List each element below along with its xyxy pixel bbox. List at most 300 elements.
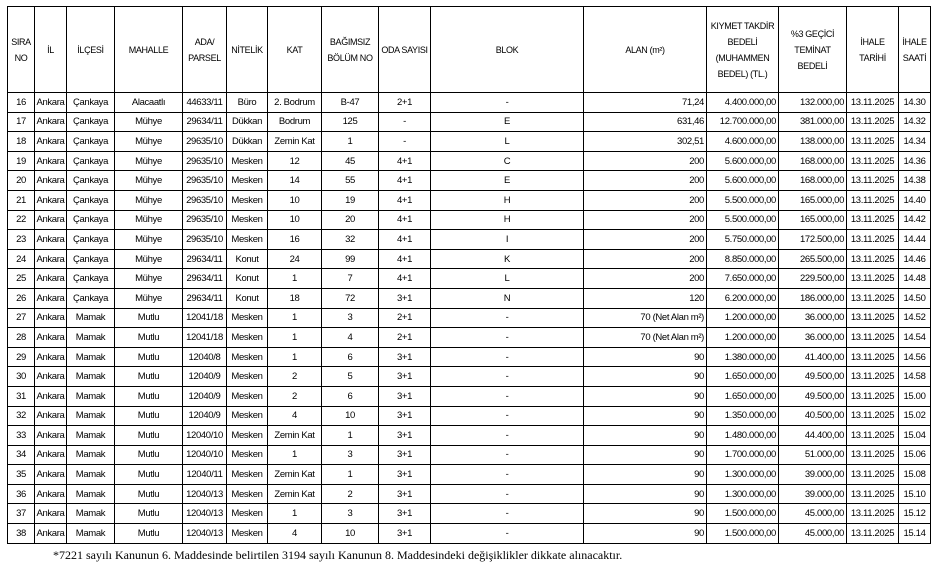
cell-ihale-saati: 15.02 xyxy=(899,406,931,426)
cell-sira-no: 32 xyxy=(8,406,35,426)
cell-ihale-tarihi: 13.11.2025 xyxy=(847,151,899,171)
header-mahalle: MAHALLE xyxy=(115,7,183,93)
cell-il: Ankara xyxy=(35,504,67,524)
cell-blok: H xyxy=(431,210,584,230)
cell-mahalle: Mühye xyxy=(115,190,183,210)
cell-nitelik: Mesken xyxy=(227,210,268,230)
cell-oda-sayisi: 3+1 xyxy=(379,406,431,426)
cell-ihale-tarihi: 13.11.2025 xyxy=(847,504,899,524)
cell-mahalle: Mühye xyxy=(115,171,183,191)
cell-ihale-saati: 14.54 xyxy=(899,328,931,348)
cell-gecici-teminat: 40.500,00 xyxy=(779,406,847,426)
table-row xyxy=(8,151,931,171)
cell-blok: L xyxy=(431,132,584,152)
cell-blok: - xyxy=(431,308,584,328)
cell-alan: 200 xyxy=(584,269,707,289)
cell-kiymet-takdir-bedeli: 4.400.000,00 xyxy=(707,93,779,113)
cell-ilcesi: Mamak xyxy=(67,367,115,387)
header-kiymet-takdir-bedeli: KIYMET TAKDİR BEDELİ (MUHAMMEN BEDEL) (TL.) xyxy=(707,7,779,93)
cell-sira-no: 34 xyxy=(8,445,35,465)
cell-il: Ankara xyxy=(35,328,67,348)
header-kat: KAT xyxy=(268,7,322,93)
cell-alan: 200 xyxy=(584,210,707,230)
cell-kiymet-takdir-bedeli: 1.700.000,00 xyxy=(707,445,779,465)
cell-ada-parsel: 29635/10 xyxy=(183,132,227,152)
cell-alan: 70 (Net Alan m²) xyxy=(584,308,707,328)
cell-gecici-teminat: 168.000,00 xyxy=(779,151,847,171)
cell-bagimsiz-bolum-no: 10 xyxy=(322,524,379,544)
cell-gecici-teminat: 36.000,00 xyxy=(779,308,847,328)
footnote: *7221 sayılı Kanunun 6. Maddesinde belirtilen 3194 sayılı Kanunun 8. Maddesindeki değişiklikler dikkate alınacaktır. xyxy=(53,547,623,562)
cell-ada-parsel: 12040/9 xyxy=(183,367,227,387)
cell-ihale-tarihi: 13.11.2025 xyxy=(847,465,899,485)
cell-nitelik: Mesken xyxy=(227,347,268,367)
cell-alan: 90 xyxy=(584,367,707,387)
cell-oda-sayisi: 3+1 xyxy=(379,347,431,367)
cell-gecici-teminat: 49.500,00 xyxy=(779,386,847,406)
cell-ihale-saati: 15.10 xyxy=(899,484,931,504)
cell-kat: Zemin Kat xyxy=(268,426,322,446)
cell-bagimsiz-bolum-no: 1 xyxy=(322,132,379,152)
cell-alan: 90 xyxy=(584,347,707,367)
cell-ilcesi: Çankaya xyxy=(67,249,115,269)
cell-ihale-tarihi: 13.11.2025 xyxy=(847,112,899,132)
cell-kiymet-takdir-bedeli: 8.850.000,00 xyxy=(707,249,779,269)
cell-ihale-saati: 14.52 xyxy=(899,308,931,328)
cell-bagimsiz-bolum-no: B-47 xyxy=(322,93,379,113)
cell-ilcesi: Mamak xyxy=(67,406,115,426)
cell-ada-parsel: 12040/10 xyxy=(183,426,227,446)
cell-kat: Bodrum xyxy=(268,112,322,132)
cell-alan: 200 xyxy=(584,249,707,269)
cell-ada-parsel: 29634/11 xyxy=(183,249,227,269)
cell-oda-sayisi: 2+1 xyxy=(379,93,431,113)
cell-il: Ankara xyxy=(35,249,67,269)
cell-sira-no: 31 xyxy=(8,386,35,406)
cell-blok: K xyxy=(431,249,584,269)
table-row xyxy=(8,445,931,465)
header-oda-sayisi: ODA SAYISI xyxy=(379,7,431,93)
cell-kat: 24 xyxy=(268,249,322,269)
cell-nitelik: Mesken xyxy=(227,171,268,191)
cell-bagimsiz-bolum-no: 6 xyxy=(322,347,379,367)
cell-ilcesi: Çankaya xyxy=(67,210,115,230)
cell-ihale-saati: 14.30 xyxy=(899,93,931,113)
cell-sira-no: 38 xyxy=(8,524,35,544)
cell-nitelik: Mesken xyxy=(227,386,268,406)
cell-ada-parsel: 29635/10 xyxy=(183,230,227,250)
cell-sira-no: 20 xyxy=(8,171,35,191)
cell-gecici-teminat: 132.000,00 xyxy=(779,93,847,113)
cell-nitelik: Mesken xyxy=(227,484,268,504)
cell-kiymet-takdir-bedeli: 5.500.000,00 xyxy=(707,190,779,210)
cell-mahalle: Mutlu xyxy=(115,465,183,485)
cell-ilcesi: Çankaya xyxy=(67,151,115,171)
cell-ilcesi: Mamak xyxy=(67,347,115,367)
cell-nitelik: Büro xyxy=(227,93,268,113)
table-row xyxy=(8,269,931,289)
cell-kiymet-takdir-bedeli: 1.480.000,00 xyxy=(707,426,779,446)
header-ihale-saati: İHALE SAATİ xyxy=(899,7,931,93)
cell-gecici-teminat: 45.000,00 xyxy=(779,524,847,544)
header-sira-no: SIRA NO xyxy=(8,7,35,93)
cell-gecici-teminat: 229.500,00 xyxy=(779,269,847,289)
cell-sira-no: 18 xyxy=(8,132,35,152)
header-ilcesi: İLÇESİ xyxy=(67,7,115,93)
cell-ihale-tarihi: 13.11.2025 xyxy=(847,249,899,269)
cell-mahalle: Mühye xyxy=(115,132,183,152)
cell-bagimsiz-bolum-no: 99 xyxy=(322,249,379,269)
cell-blok: - xyxy=(431,93,584,113)
cell-alan: 90 xyxy=(584,445,707,465)
cell-il: Ankara xyxy=(35,151,67,171)
cell-ada-parsel: 12040/8 xyxy=(183,347,227,367)
cell-gecici-teminat: 138.000,00 xyxy=(779,132,847,152)
cell-blok: - xyxy=(431,367,584,387)
cell-ihale-tarihi: 13.11.2025 xyxy=(847,445,899,465)
cell-mahalle: Mutlu xyxy=(115,504,183,524)
cell-sira-no: 27 xyxy=(8,308,35,328)
cell-bagimsiz-bolum-no: 5 xyxy=(322,367,379,387)
cell-ihale-tarihi: 13.11.2025 xyxy=(847,367,899,387)
cell-mahalle: Mutlu xyxy=(115,524,183,544)
table-row xyxy=(8,465,931,485)
cell-mahalle: Mühye xyxy=(115,151,183,171)
cell-sira-no: 28 xyxy=(8,328,35,348)
cell-ihale-saati: 14.46 xyxy=(899,249,931,269)
cell-nitelik: Mesken xyxy=(227,445,268,465)
cell-kat: 1 xyxy=(268,269,322,289)
cell-ihale-saati: 14.58 xyxy=(899,367,931,387)
cell-gecici-teminat: 41.400,00 xyxy=(779,347,847,367)
cell-ihale-saati: 14.32 xyxy=(899,112,931,132)
cell-blok: L xyxy=(431,269,584,289)
header-bagimsiz-bolum-no: BAĞIMSIZ BÖLÜM NO xyxy=(322,7,379,93)
cell-ada-parsel: 12040/13 xyxy=(183,524,227,544)
cell-ihale-saati: 14.50 xyxy=(899,288,931,308)
cell-ihale-tarihi: 13.11.2025 xyxy=(847,347,899,367)
cell-kiymet-takdir-bedeli: 4.600.000,00 xyxy=(707,132,779,152)
header-ada-parsel: ADA/ PARSEL xyxy=(183,7,227,93)
cell-ada-parsel: 12041/18 xyxy=(183,308,227,328)
cell-il: Ankara xyxy=(35,171,67,191)
cell-kat: 4 xyxy=(268,406,322,426)
table-row xyxy=(8,288,931,308)
cell-kat: 1 xyxy=(268,347,322,367)
cell-gecici-teminat: 168.000,00 xyxy=(779,171,847,191)
cell-blok: - xyxy=(431,328,584,348)
cell-blok: - xyxy=(431,504,584,524)
cell-kat: 1 xyxy=(268,445,322,465)
cell-nitelik: Dükkan xyxy=(227,112,268,132)
cell-sira-no: 22 xyxy=(8,210,35,230)
cell-kat: 2 xyxy=(268,386,322,406)
cell-gecici-teminat: 265.500,00 xyxy=(779,249,847,269)
cell-ada-parsel: 12041/18 xyxy=(183,328,227,348)
cell-gecici-teminat: 51.000,00 xyxy=(779,445,847,465)
cell-kiymet-takdir-bedeli: 5.500.000,00 xyxy=(707,210,779,230)
table-row xyxy=(8,112,931,132)
cell-nitelik: Konut xyxy=(227,288,268,308)
cell-il: Ankara xyxy=(35,190,67,210)
cell-il: Ankara xyxy=(35,210,67,230)
cell-nitelik: Mesken xyxy=(227,406,268,426)
cell-kat: 1 xyxy=(268,504,322,524)
cell-sira-no: 35 xyxy=(8,465,35,485)
cell-kiymet-takdir-bedeli: 12.700.000,00 xyxy=(707,112,779,132)
table-row xyxy=(8,230,931,250)
cell-ada-parsel: 29634/11 xyxy=(183,269,227,289)
cell-sira-no: 17 xyxy=(8,112,35,132)
table-row xyxy=(8,524,931,544)
cell-mahalle: Mühye xyxy=(115,230,183,250)
cell-sira-no: 16 xyxy=(8,93,35,113)
cell-alan: 200 xyxy=(584,151,707,171)
cell-oda-sayisi: 3+1 xyxy=(379,426,431,446)
cell-kat: 1 xyxy=(268,328,322,348)
cell-mahalle: Mutlu xyxy=(115,426,183,446)
cell-oda-sayisi: 3+1 xyxy=(379,288,431,308)
cell-blok: E xyxy=(431,112,584,132)
cell-oda-sayisi: 4+1 xyxy=(379,269,431,289)
cell-kat: 12 xyxy=(268,151,322,171)
cell-kat: 10 xyxy=(268,210,322,230)
cell-oda-sayisi: 3+1 xyxy=(379,465,431,485)
cell-kat: 10 xyxy=(268,190,322,210)
cell-ilcesi: Çankaya xyxy=(67,171,115,191)
cell-ada-parsel: 29634/11 xyxy=(183,112,227,132)
cell-oda-sayisi: 2+1 xyxy=(379,308,431,328)
cell-gecici-teminat: 49.500,00 xyxy=(779,367,847,387)
cell-alan: 90 xyxy=(584,386,707,406)
cell-ihale-tarihi: 13.11.2025 xyxy=(847,210,899,230)
cell-kiymet-takdir-bedeli: 5.600.000,00 xyxy=(707,151,779,171)
cell-kiymet-takdir-bedeli: 5.750.000,00 xyxy=(707,230,779,250)
cell-kat: Zemin Kat xyxy=(268,465,322,485)
cell-ihale-saati: 14.44 xyxy=(899,230,931,250)
cell-bagimsiz-bolum-no: 4 xyxy=(322,328,379,348)
cell-sira-no: 24 xyxy=(8,249,35,269)
cell-ilcesi: Mamak xyxy=(67,308,115,328)
cell-sira-no: 36 xyxy=(8,484,35,504)
cell-ilcesi: Mamak xyxy=(67,524,115,544)
cell-ada-parsel: 29634/11 xyxy=(183,288,227,308)
table-row xyxy=(8,171,931,191)
cell-ada-parsel: 29635/10 xyxy=(183,210,227,230)
cell-kiymet-takdir-bedeli: 1.500.000,00 xyxy=(707,504,779,524)
cell-ada-parsel: 29635/10 xyxy=(183,171,227,191)
cell-kiymet-takdir-bedeli: 1.500.000,00 xyxy=(707,524,779,544)
cell-mahalle: Mutlu xyxy=(115,328,183,348)
cell-alan: 90 xyxy=(584,524,707,544)
cell-nitelik: Mesken xyxy=(227,230,268,250)
cell-il: Ankara xyxy=(35,308,67,328)
header-row xyxy=(8,7,931,93)
cell-kat: 4 xyxy=(268,524,322,544)
table-row xyxy=(8,93,931,113)
cell-alan: 90 xyxy=(584,465,707,485)
cell-blok: H xyxy=(431,190,584,210)
cell-ada-parsel: 12040/13 xyxy=(183,484,227,504)
cell-mahalle: Mutlu xyxy=(115,445,183,465)
cell-ihale-tarihi: 13.11.2025 xyxy=(847,386,899,406)
cell-bagimsiz-bolum-no: 7 xyxy=(322,269,379,289)
cell-nitelik: Mesken xyxy=(227,367,268,387)
cell-kiymet-takdir-bedeli: 7.650.000,00 xyxy=(707,269,779,289)
cell-alan: 302,51 xyxy=(584,132,707,152)
cell-ilcesi: Mamak xyxy=(67,328,115,348)
cell-ihale-saati: 14.38 xyxy=(899,171,931,191)
cell-sira-no: 21 xyxy=(8,190,35,210)
cell-blok: - xyxy=(431,484,584,504)
cell-bagimsiz-bolum-no: 19 xyxy=(322,190,379,210)
cell-bagimsiz-bolum-no: 3 xyxy=(322,445,379,465)
cell-kat: 16 xyxy=(268,230,322,250)
cell-oda-sayisi: 3+1 xyxy=(379,445,431,465)
cell-nitelik: Konut xyxy=(227,249,268,269)
cell-ilcesi: Çankaya xyxy=(67,190,115,210)
cell-gecici-teminat: 44.400,00 xyxy=(779,426,847,446)
cell-ada-parsel: 12040/9 xyxy=(183,406,227,426)
cell-mahalle: Alacaatlı xyxy=(115,93,183,113)
cell-oda-sayisi: 3+1 xyxy=(379,386,431,406)
cell-nitelik: Mesken xyxy=(227,426,268,446)
cell-gecici-teminat: 39.000,00 xyxy=(779,484,847,504)
cell-bagimsiz-bolum-no: 72 xyxy=(322,288,379,308)
cell-sira-no: 30 xyxy=(8,367,35,387)
cell-il: Ankara xyxy=(35,386,67,406)
table-row xyxy=(8,484,931,504)
table-row xyxy=(8,347,931,367)
cell-ada-parsel: 29635/10 xyxy=(183,190,227,210)
cell-nitelik: Mesken xyxy=(227,465,268,485)
cell-ada-parsel: 29635/10 xyxy=(183,151,227,171)
cell-ihale-saati: 14.56 xyxy=(899,347,931,367)
cell-ada-parsel: 44633/11 xyxy=(183,93,227,113)
cell-ilcesi: Mamak xyxy=(67,465,115,485)
cell-mahalle: Mühye xyxy=(115,288,183,308)
cell-ihale-saati: 15.12 xyxy=(899,504,931,524)
cell-mahalle: Mühye xyxy=(115,112,183,132)
cell-ihale-tarihi: 13.11.2025 xyxy=(847,484,899,504)
cell-sira-no: 37 xyxy=(8,504,35,524)
cell-blok: N xyxy=(431,288,584,308)
cell-kiymet-takdir-bedeli: 1.300.000,00 xyxy=(707,465,779,485)
cell-ilcesi: Çankaya xyxy=(67,132,115,152)
cell-kat: 14 xyxy=(268,171,322,191)
cell-ihale-saati: 14.42 xyxy=(899,210,931,230)
cell-gecici-teminat: 45.000,00 xyxy=(779,504,847,524)
cell-bagimsiz-bolum-no: 1 xyxy=(322,426,379,446)
cell-ilcesi: Çankaya xyxy=(67,93,115,113)
cell-mahalle: Mutlu xyxy=(115,386,183,406)
cell-ihale-tarihi: 13.11.2025 xyxy=(847,230,899,250)
cell-ihale-saati: 14.48 xyxy=(899,269,931,289)
cell-alan: 90 xyxy=(584,504,707,524)
cell-mahalle: Mutlu xyxy=(115,484,183,504)
table-row xyxy=(8,426,931,446)
header-il: İL xyxy=(35,7,67,93)
cell-oda-sayisi: 4+1 xyxy=(379,151,431,171)
cell-ihale-tarihi: 13.11.2025 xyxy=(847,426,899,446)
cell-ihale-tarihi: 13.11.2025 xyxy=(847,288,899,308)
cell-oda-sayisi: 4+1 xyxy=(379,249,431,269)
cell-ada-parsel: 12040/11 xyxy=(183,465,227,485)
cell-il: Ankara xyxy=(35,406,67,426)
cell-gecici-teminat: 36.000,00 xyxy=(779,328,847,348)
table-row xyxy=(8,406,931,426)
cell-kiymet-takdir-bedeli: 1.380.000,00 xyxy=(707,347,779,367)
cell-oda-sayisi: 4+1 xyxy=(379,171,431,191)
cell-bagimsiz-bolum-no: 20 xyxy=(322,210,379,230)
cell-blok: - xyxy=(431,406,584,426)
cell-blok: - xyxy=(431,386,584,406)
header-alan: ALAN (m²) xyxy=(584,7,707,93)
document xyxy=(7,6,927,563)
table-row xyxy=(8,249,931,269)
table-row xyxy=(8,328,931,348)
cell-sira-no: 33 xyxy=(8,426,35,446)
cell-oda-sayisi: 4+1 xyxy=(379,230,431,250)
cell-blok: - xyxy=(431,426,584,446)
cell-alan: 71,24 xyxy=(584,93,707,113)
header-gecici-teminat: %3 GEÇİCİ TEMİNAT BEDELİ xyxy=(779,7,847,93)
cell-ihale-tarihi: 13.11.2025 xyxy=(847,190,899,210)
cell-il: Ankara xyxy=(35,445,67,465)
cell-mahalle: Mutlu xyxy=(115,308,183,328)
cell-kat: Zemin Kat xyxy=(268,484,322,504)
cell-ihale-saati: 14.36 xyxy=(899,151,931,171)
table-row xyxy=(8,190,931,210)
cell-oda-sayisi: 3+1 xyxy=(379,504,431,524)
cell-ihale-tarihi: 13.11.2025 xyxy=(847,308,899,328)
cell-nitelik: Mesken xyxy=(227,524,268,544)
cell-mahalle: Mühye xyxy=(115,249,183,269)
cell-ilcesi: Mamak xyxy=(67,484,115,504)
cell-ihale-saati: 14.40 xyxy=(899,190,931,210)
cell-nitelik: Mesken xyxy=(227,308,268,328)
cell-alan: 90 xyxy=(584,426,707,446)
cell-ilcesi: Çankaya xyxy=(67,112,115,132)
cell-alan: 120 xyxy=(584,288,707,308)
cell-kiymet-takdir-bedeli: 1.650.000,00 xyxy=(707,386,779,406)
cell-ihale-saati: 15.04 xyxy=(899,426,931,446)
table-row xyxy=(8,132,931,152)
cell-blok: - xyxy=(431,445,584,465)
cell-gecici-teminat: 172.500,00 xyxy=(779,230,847,250)
cell-bagimsiz-bolum-no: 2 xyxy=(322,484,379,504)
cell-kiymet-takdir-bedeli: 1.350.000,00 xyxy=(707,406,779,426)
cell-ihale-saati: 15.14 xyxy=(899,524,931,544)
cell-ilcesi: Çankaya xyxy=(67,288,115,308)
cell-ilcesi: Çankaya xyxy=(67,230,115,250)
cell-nitelik: Mesken xyxy=(227,504,268,524)
cell-nitelik: Mesken xyxy=(227,190,268,210)
cell-ihale-tarihi: 13.11.2025 xyxy=(847,269,899,289)
cell-ihale-tarihi: 13.11.2025 xyxy=(847,406,899,426)
cell-blok: I xyxy=(431,230,584,250)
cell-bagimsiz-bolum-no: 55 xyxy=(322,171,379,191)
cell-bagimsiz-bolum-no: 6 xyxy=(322,386,379,406)
cell-gecici-teminat: 165.000,00 xyxy=(779,190,847,210)
cell-blok: - xyxy=(431,524,584,544)
cell-alan: 200 xyxy=(584,190,707,210)
cell-sira-no: 23 xyxy=(8,230,35,250)
table-row xyxy=(8,504,931,524)
header-nitelik: NİTELİK xyxy=(227,7,268,93)
cell-ada-parsel: 12040/13 xyxy=(183,504,227,524)
cell-bagimsiz-bolum-no: 1 xyxy=(322,465,379,485)
